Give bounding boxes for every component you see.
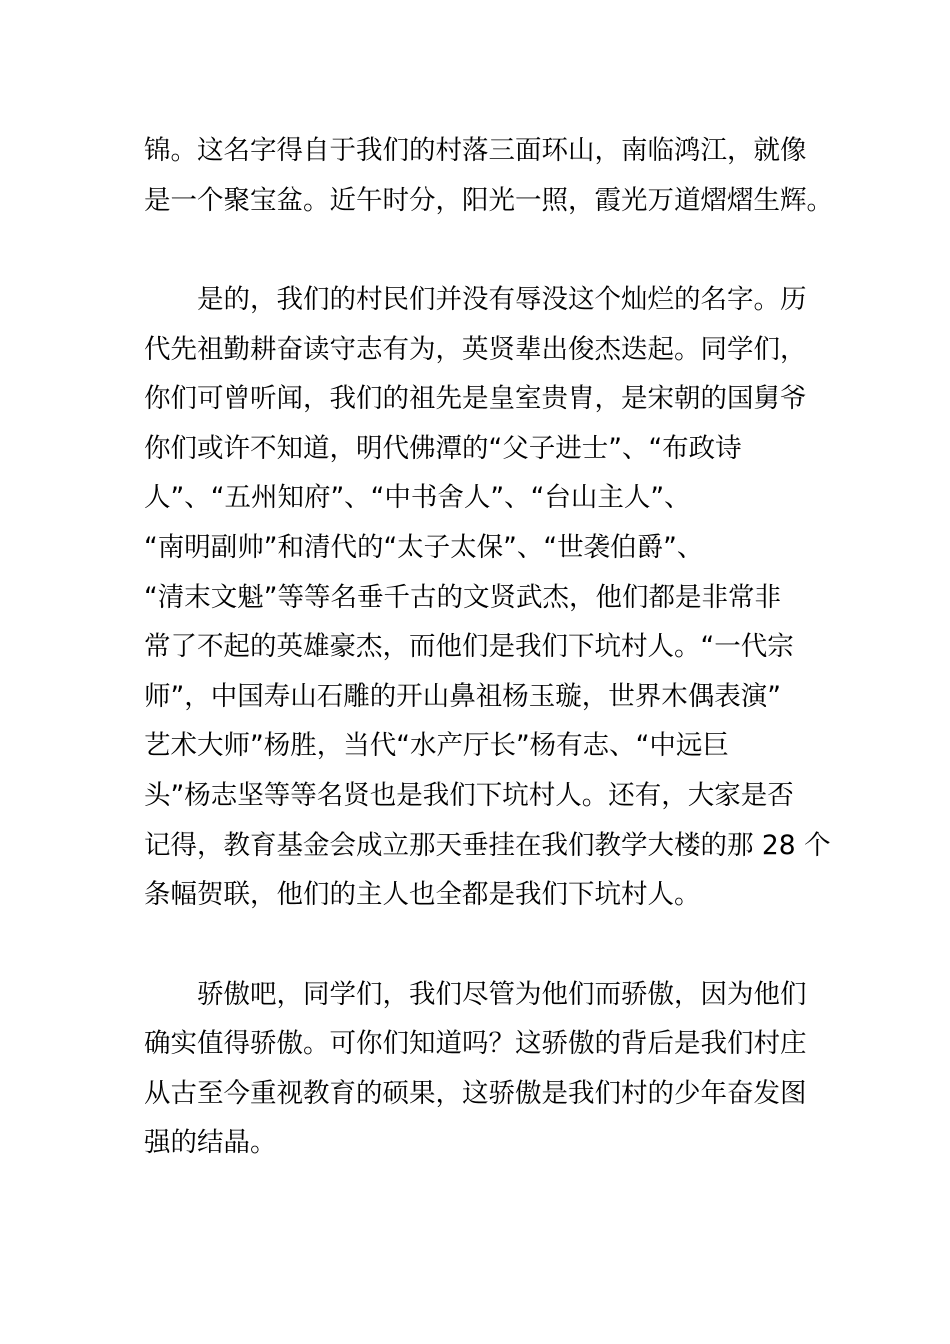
paragraph-3-line-4: 强的结晶。 — [144, 1127, 277, 1158]
paragraph-1-line-2: 是一个聚宝盆。近午时分，阳光一照，霞光万道熠熠生辉。 — [144, 185, 833, 216]
paragraph-2-line-6: “南明副帅”和清代的“太子太保”、“世袭伯爵”、 — [144, 532, 704, 563]
paragraph-2-line-1: 是的，我们的村民们并没有辱没这个灿烂的名字。历 — [144, 284, 807, 315]
paragraph-2-line-13: 条幅贺联，他们的主人也全都是我们下坑村人。 — [144, 879, 701, 910]
paragraph-2-line-11: 头”杨志坚等等名贤也是我们下坑村人。还有，大家是否 — [144, 780, 794, 811]
paragraph-2-line-2: 代先祖勤耕奋读守志有为，英贤辈出俊杰迭起。同学们， — [144, 334, 807, 365]
paragraph-2-line-10: 艺术大师”杨胜，当代“水产厅长”杨有志、“中远巨 — [144, 730, 729, 761]
paragraph-3-line-3: 从古至今重视教育的硕果，这骄傲是我们村的少年奋发图 — [144, 1078, 807, 1109]
paragraph-2-line-7: “清末文魁”等等名垂千古的文贤武杰，他们都是非常非 — [144, 582, 781, 613]
paragraph-2-line-3: 你们可曾听闻，我们的祖先是皇室贵胄，是宋朝的国舅爷 — [144, 383, 807, 414]
paragraph-2-line-4: 你们或许不知道，明代佛潭的“父子进士”、“布政诗 — [144, 433, 742, 464]
paragraph-2-line-12: 记得，教育基金会成立那天垂挂在我们教学大楼的那 28 个 — [144, 830, 831, 861]
paragraph-2-line-9: 师”，中国寿山石雕的开山鼻祖杨玉璇，世界木偶表演” — [144, 681, 781, 712]
paragraph-3-line-1: 骄傲吧，同学们，我们尽管为他们而骄傲，因为他们 — [144, 979, 807, 1010]
paragraph-2-line-5: 人”、“五州知府”、“中书舍人”、“台山主人”、 — [144, 482, 691, 513]
paragraph-3-line-2: 确实值得骄傲。可你们知道吗？这骄傲的背后是我们村庄 — [144, 1028, 807, 1059]
paragraph-1-line-1: 锦。这名字得自于我们的村落三面环山，南临鸿江，就像 — [144, 135, 807, 166]
paragraph-2-line-8: 常了不起的英雄豪杰，而他们是我们下坑村人。“一代宗 — [144, 631, 794, 662]
